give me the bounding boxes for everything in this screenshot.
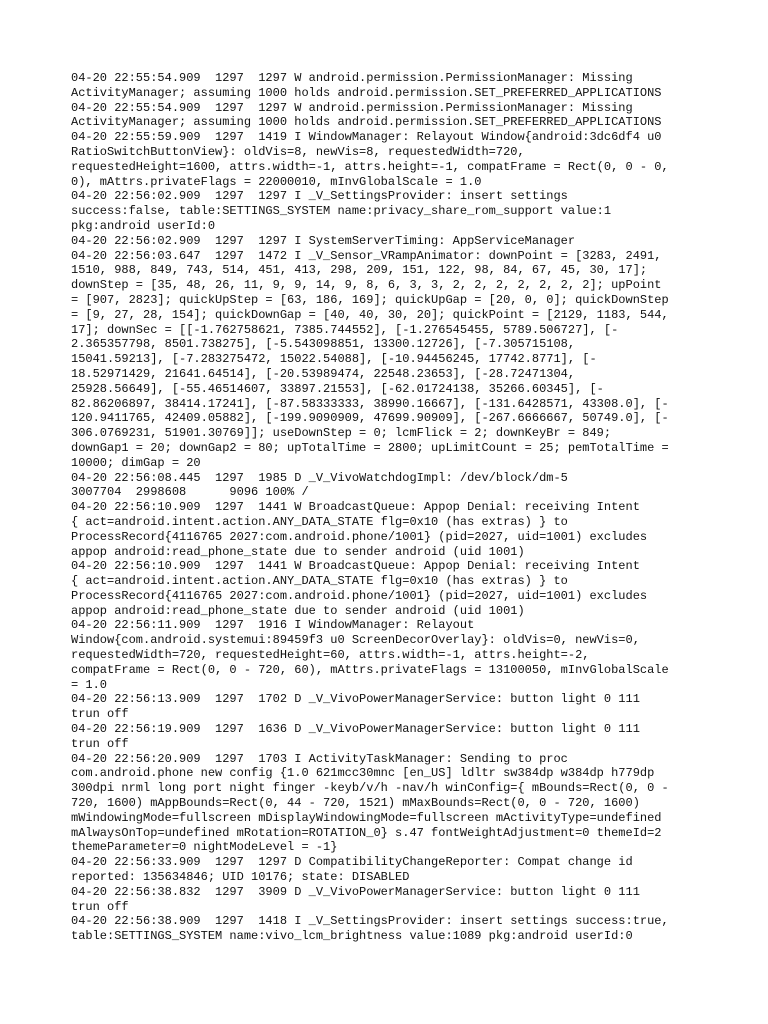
log-line: trun off [71, 736, 129, 751]
log-line: mWindowingMode=fullscreen mDisplayWindowingMode=fullscreen mActivityType=undefined [71, 810, 662, 825]
log-line: 04-20 22:56:10.909 1297 1441 W BroadcastQueue: Appop Denial: receiving Intent [71, 500, 640, 515]
log-line: 04-20 22:56:08.445 1297 1985 D _V_VivoWatchdogImpl: /dev/block/dm-5 [71, 470, 568, 485]
log-line: 120.9411765, 42409.05882], [-199.9090909, 47699.90909], [-267.6666667, 50749.0], [- [71, 411, 669, 426]
log-line: mAlwaysOnTop=undefined mRotation=ROTATION_0} s.47 fontWeightAdjustment=0 themeId=2 [71, 825, 662, 840]
log-line: themeParameter=0 nightModeLevel = -1} [71, 840, 338, 855]
log-line: ActivityManager; assuming 1000 holds android.permission.SET_PREFERRED_APPLICATIONS [71, 85, 662, 100]
log-line: reported: 135634846; UID 10176; state: DISABLED [71, 870, 410, 885]
log-line: success:false, table:SETTINGS_SYSTEM name:privacy_share_rom_support value:1 [71, 204, 612, 219]
log-line: ProcessRecord{4116765 2027:com.android.phone/1001} (pid=2027, uid=1001) excludes [71, 588, 648, 603]
log-line: 2.365357798, 8501.738275], [-5.543098851, 13300.12726], [-7.305715108, [71, 337, 576, 352]
log-line: ActivityManager; assuming 1000 holds android.permission.SET_PREFERRED_APPLICATIONS [71, 115, 662, 130]
log-line: Window{com.android.systemui:89459f3 u0 ScreenDecorOverlay}: oldVis=0, newVis=0, [71, 633, 640, 648]
log-line: 17]; downSec = [[-1.762758621, 7385.744552], [-1.276545455, 5789.506727], [- [71, 322, 619, 337]
log-line: 300dpi nrml long port night finger -keyb/v/h -nav/h winConfig={ mBounds=Rect(0, 0 - [71, 781, 669, 796]
log-line: = 1.0 [71, 677, 108, 692]
log-line: { act=android.intent.action.ANY_DATA_STATE flg=0x10 (has extras) } to [71, 514, 568, 529]
log-line: 04-20 22:56:13.909 1297 1702 D _V_VivoPowerManagerService: button light 0 111 [71, 692, 640, 707]
log-line: appop android:read_phone_state due to sender android (uid 1001) [71, 544, 525, 559]
log-line: RatioSwitchButtonView}: oldVis=8, newVis=8, requestedWidth=720, [71, 144, 525, 159]
log-line: 04-20 22:56:02.909 1297 1297 I _V_SettingsProvider: insert settings [71, 189, 568, 204]
log-line: 82.86206897, 38414.17241], [-87.58333333, 38990.16667], [-131.6428571, 43308.0], [- [71, 396, 669, 411]
log-line: 04-20 22:56:10.909 1297 1441 W BroadcastQueue: Appop Denial: receiving Intent [71, 559, 640, 574]
log-line: downGap1 = 20; downGap2 = 80; upTotalTime = 2800; upLimitCount = 25; pemTotalTime = [71, 440, 669, 455]
log-line: trun off [71, 707, 129, 722]
log-line: pkg:android userId:0 [71, 218, 216, 233]
log-line: downStep = [35, 48, 26, 11, 9, 9, 14, 9, 8, 6, 3, 3, 2, 2, 2, 2, 2, 2, 2]; upPoint [71, 278, 662, 293]
log-line: { act=android.intent.action.ANY_DATA_STATE flg=0x10 (has extras) } to [71, 574, 568, 589]
log-line: 720, 1600) mAppBounds=Rect(0, 44 - 720, 1521) mMaxBounds=Rect(0, 0 - 720, 1600) [71, 796, 640, 811]
log-line: 306.0769231, 51901.30769]]; useDownStep = 0; lcmFlick = 2; downKeyBr = 849; [71, 426, 612, 441]
log-line: 10000; dimGap = 20 [71, 455, 201, 470]
log-line: 04-20 22:56:11.909 1297 1916 I WindowManager: Relayout [71, 618, 475, 633]
log-line: table:SETTINGS_SYSTEM name:vivo_lcm_brightness value:1089 pkg:android userId:0 [71, 929, 633, 944]
log-line: 04-20 22:56:19.909 1297 1636 D _V_VivoPowerManagerService: button light 0 111 [71, 722, 640, 737]
log-line: = [9, 27, 28, 154]; quickDownGap = [40, 40, 30, 20]; quickPoint = [2129, 1183, 544, [71, 307, 669, 322]
log-text-view [71, 71, 711, 944]
log-line: 15041.59213], [-7.283275472, 15022.54088], [-10.94456245, 17742.8771], [- [71, 352, 597, 367]
log-line: 04-20 22:56:38.909 1297 1418 I _V_SettingsProvider: insert settings success:true, [71, 914, 669, 929]
log-line: 04-20 22:56:03.647 1297 1472 I _V_Sensor_VRampAnimator: downPoint = [3283, 2491, [71, 248, 662, 263]
log-line: 04-20 22:55:54.909 1297 1297 W android.permission.PermissionManager: Missing [71, 100, 633, 115]
log-line: 04-20 22:56:02.909 1297 1297 I SystemServerTiming: AppServiceManager [71, 233, 576, 248]
log-line: = [907, 2823]; quickUpStep = [63, 186, 169]; quickUpGap = [20, 0, 0]; quickDownStep [71, 292, 669, 307]
log-line: requestedWidth=720, requestedHeight=60, attrs.width=-1, attrs.height=-2, [71, 648, 590, 663]
log-line: compatFrame = Rect(0, 0 - 720, 60), mAttrs.privateFlags = 13100050, mInvGlobalScale [71, 662, 669, 677]
log-line: 0), mAttrs.privateFlags = 22000010, mInvGlobalScale = 1.0 [71, 174, 482, 189]
log-line: 04-20 22:55:59.909 1297 1419 I WindowManager: Relayout Window{android:3dc6df4 u0 [71, 130, 662, 145]
log-line: appop android:read_phone_state due to sender android (uid 1001) [71, 603, 525, 618]
log-line: 04-20 22:56:33.909 1297 1297 D CompatibilityChangeReporter: Compat change id [71, 855, 633, 870]
log-line: 1510, 988, 849, 743, 514, 451, 413, 298, 209, 151, 122, 98, 84, 67, 45, 30, 17]; [71, 263, 648, 278]
log-line: 04-20 22:56:38.832 1297 3909 D _V_VivoPowerManagerService: button light 0 111 [71, 884, 640, 899]
log-line: com.android.phone new config {1.0 621mcc30mnc [en_US] ldltr sw384dp w384dp h779dp [71, 766, 655, 781]
log-line: 3007704 2998608 9096 100% / [71, 485, 309, 500]
log-line: 18.52971429, 21641.64514], [-20.53989474, 22548.23653], [-28.72471304, [71, 366, 576, 381]
log-line: 04-20 22:56:20.909 1297 1703 I ActivityTaskManager: Sending to proc [71, 751, 568, 766]
log-line: requestedHeight=1600, attrs.width=-1, attrs.height=-1, compatFrame = Rect(0, 0 - 0, [71, 159, 669, 174]
log-line: trun off [71, 899, 129, 914]
log-line: 25928.56649], [-55.46514607, 33897.21553], [-62.01724138, 35266.60345], [- [71, 381, 604, 396]
log-line: ProcessRecord{4116765 2027:com.android.phone/1001} (pid=2027, uid=1001) excludes [71, 529, 648, 544]
log-line: 04-20 22:55:54.909 1297 1297 W android.permission.PermissionManager: Missing [71, 71, 633, 85]
